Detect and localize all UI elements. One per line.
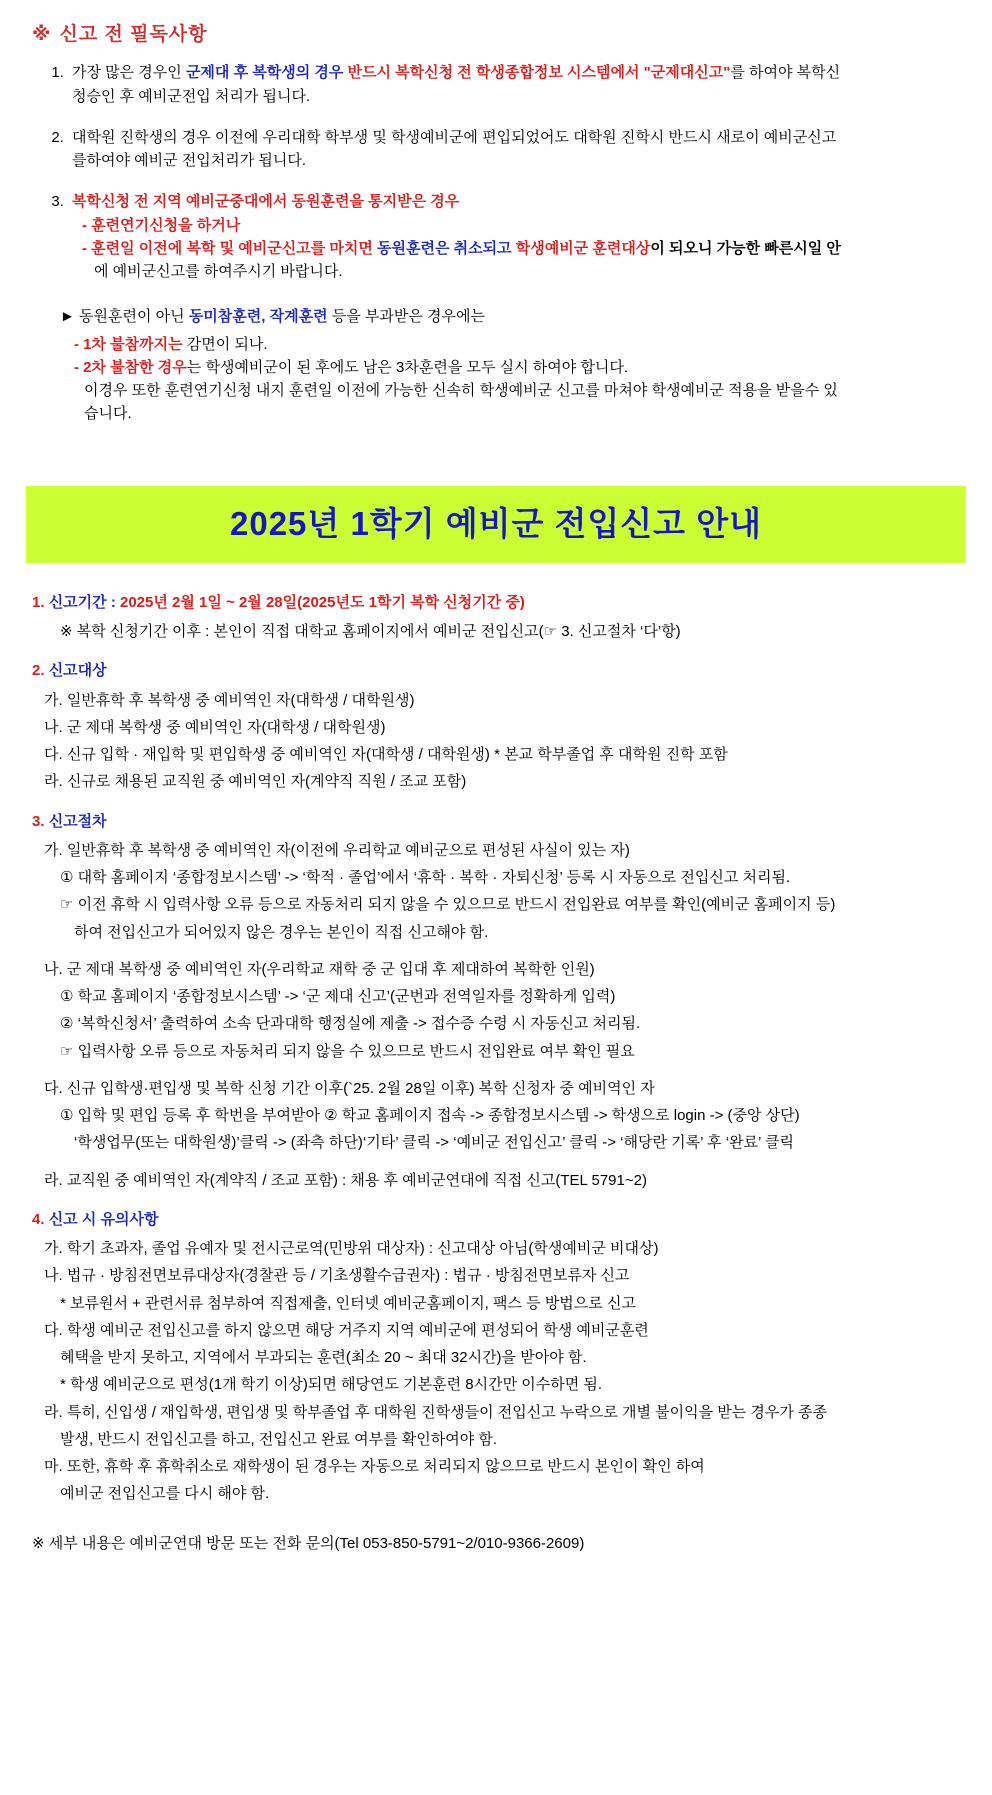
list-item: 라. 특히, 신입생 / 재입학생, 편입생 및 학부졸업 후 대학원 진학생들이 전입신고 누락으로 개별 불이익을 받는 경우가 종종: [44, 1403, 828, 1421]
text-run: 청승인 후 예비군전입 처리가 됩니다.: [72, 87, 311, 105]
required-notice-title-text: 신고 전 필독사항: [59, 24, 208, 45]
procedure-group-da: [26, 1077, 966, 1155]
section-number: 1.: [32, 593, 45, 611]
text-run: 를 하여야 복학신: [730, 64, 841, 82]
section-4-heading: [32, 1208, 966, 1231]
list-item: 가. 일반휴학 후 복학생 중 예비역인 자(대학생 / 대학원생): [44, 691, 415, 709]
required-item-1-line1: [72, 61, 966, 84]
text-run: 는 학생예비군이 된 후에도 남은 3차훈련을 모두 실시 하여야 합니다.: [186, 358, 629, 376]
list-item: 다. 학생 예비군 전입신고를 하지 않으면 해당 거주지 지역 예비군에 편성되어 학생 예비군훈련: [44, 1321, 649, 1339]
list-item: 라. 신규로 채용된 교직원 중 예비역인 자(계약직 직원 / 조교 포함): [44, 773, 467, 791]
extra-line-2: [74, 356, 966, 379]
group-heading: 라. 교직원 중 예비역인 자(계약직 / 조교 포함) : 채용 후 예비군연대에 직접 신고(TEL 5791~2): [44, 1171, 647, 1189]
section-body: 2025년 2월 1일 ~ 2월 28일(2025년도 1학기 복학 신청기간 중): [119, 593, 525, 611]
extra-line-3: [84, 379, 966, 402]
extra-line-1: [74, 333, 966, 356]
text-run: 동원훈련은 취소되고: [377, 239, 516, 257]
list-item: 다. 신규 입학 · 재입학 및 편입학생 중 예비역인 자(대학생 / 대학원생) * 본교 학부졸업 후 대학원 진학 포함: [44, 746, 728, 764]
group-heading: 나. 군 제대 복학생 중 예비역인 자(우리학교 재학 중 군 입대 후 제대하여 복학한 인원): [44, 960, 595, 978]
list-item: 나. 법규 · 방침전면보류대상자(경찰관 등 / 기초생활수급권자) : 법규 · 방침전면보류자 신고: [44, 1267, 630, 1285]
list-item: [68, 126, 966, 173]
list-item: 가. 학기 초과자, 졸업 유예자 및 전시근로역(민방위 대상자) : 신고대상 아님(학생예비군 비대상): [44, 1240, 659, 1258]
section-title: 신고절차: [48, 812, 107, 830]
group-heading: 다. 신규 입학생·편입생 및 복학 신청 기간 이후(`25. 2월 28일 이후) 복학 신청자 중 예비역인 자: [44, 1079, 655, 1097]
list-item: * 학생 예비군으로 편성(1개 학기 이상)되면 해당연도 기본훈련 8시간만 이수하면 됨.: [60, 1376, 603, 1394]
procedure-group-ra: [26, 1169, 966, 1192]
section-1-heading: [32, 591, 966, 614]
required-item-2-line1: [72, 126, 966, 149]
extra-line-4: [84, 402, 966, 425]
list-item: 발생, 반드시 전입신고를 하고, 전입신고 완료 여부를 확인하여야 함.: [60, 1430, 498, 1448]
text-run: 학생예비군 훈련대상: [515, 239, 651, 257]
text-run: 감면이 되나.: [186, 335, 268, 353]
required-item-3-sub-2: [82, 237, 966, 260]
list-item: 예비군 전입신고를 다시 해야 함.: [60, 1485, 270, 1503]
text-run: 군제대 후 복학생의 경우: [185, 64, 344, 82]
section-cautions: [26, 1208, 966, 1506]
section-title: 신고대상: [48, 662, 107, 680]
text-run: 훈련연기신청을 하거나: [91, 216, 241, 234]
list-item: ② ‘복학신청서’ 출력하여 소속 단과대학 행정실에 제출 -> 접수증 수령 시 자동신고 처리됨.: [60, 1015, 641, 1033]
dash-marker: -: [82, 216, 87, 234]
required-item-1-line2: [72, 85, 966, 108]
section-title: 신고기간 :: [48, 593, 116, 611]
spacer: [26, 426, 966, 486]
banner: [26, 486, 966, 563]
list-item: ① 대학 홈페이지 ‘종합정보시스템’ -> ‘학적 · 졸업’에서 ‘휴학 · 복학 · 자퇴신청’ 등록 시 자동으로 전입신고 처리됨.: [60, 869, 791, 887]
page-title: 2025년 1학기 예비군 전입신고 안내: [230, 504, 762, 542]
text-run: 가장 많은 경우인: [72, 64, 186, 82]
dash-marker: -: [74, 358, 79, 376]
section-1-sub: ※ 복학 신청기간 이후 : 본인이 직접 대학교 홈페이지에서 예비군 전입신고(☞ 3. 신고절차 ‘다’항): [60, 623, 681, 641]
text-run: 를하여야 예비군 전입처리가 됩니다.: [72, 152, 307, 170]
text-run: 에 예비군신고를 하여주시기 바랍니다.: [94, 263, 343, 281]
required-item-3-sub-1: [82, 214, 966, 237]
section-report-procedure: [26, 810, 966, 1192]
procedure-group-na: [26, 958, 966, 1063]
required-item-3-head: [72, 190, 966, 213]
text-run: 대학원 진학생의 경우 이전에 우리대학 학부생 및 학생예비군에 편입되었어도 대학원 진학시 반드시 새로이 예비군신고: [72, 128, 837, 146]
list-item: ① 학교 홈페이지 ‘종합정보시스템’ -> ‘군 제대 신고’(군번과 전역일자를 정확하게 입력): [60, 988, 616, 1006]
required-notice-title: [32, 20, 966, 49]
section-number: 4.: [32, 1210, 45, 1228]
section-report-period: [26, 591, 966, 644]
section-title: 신고 시 유의사항: [48, 1210, 159, 1228]
extra-arrow-line: [60, 305, 966, 328]
dash-marker: -: [74, 335, 79, 353]
list-item: [68, 61, 966, 108]
text-run: 동미참훈련, 작계훈련: [188, 308, 328, 326]
text-run: 동원훈련이 아닌: [79, 308, 189, 326]
required-item-2-line2: [72, 149, 966, 172]
contact-note: ※ 세부 내용은 예비군연대 방문 또는 전화 문의(Tel 053-850-5791~2/010-9366-2609): [32, 1534, 585, 1552]
text-run: 훈련일 이전에 복학 및 예비군신고를 마치면: [91, 239, 377, 257]
arrow-icon: ►: [60, 308, 75, 326]
section-number: 2.: [32, 662, 45, 680]
text-run: 2차 불참한 경우: [83, 358, 187, 376]
text-run: 1차 불참까지는: [83, 335, 187, 353]
list-item: * 보류원서 + 관련서류 첨부하여 직접제출, 인터넷 예비군홈페이지, 팩스 등 방법으로 신고: [60, 1294, 636, 1312]
list-item: ☞ 이전 휴학 시 입력사항 오류 등으로 자동처리 되지 않을 수 있으므로 반드시 전입완료 여부를 확인(예비군 홈페이지 등): [60, 896, 836, 914]
group-heading: 가. 일반휴학 후 복학생 중 예비역인 자(이전에 우리학교 예비군으로 편성된 사실이 있는 자): [44, 841, 630, 859]
list-item: 나. 군 제대 복학생 중 예비역인 자(대학생 / 대학원생): [44, 718, 386, 736]
list-item: ‘학생업무(또는 대학원생)’클릭 -> (좌측 하단)‘기타’ 클릭 -> ‘예비군 전입신고’ 클릭 -> ‘해당란 기록’ 후 ‘완료’ 클릭: [74, 1134, 794, 1152]
section-2-heading: [32, 659, 966, 682]
required-notice-extra: [60, 305, 966, 425]
list-item: 마. 또한, 휴학 후 휴학취소로 재학생이 된 경우는 자동으로 처리되지 않으므로 반드시 본인이 확인 하여: [44, 1458, 705, 1476]
list-item: 혜택을 받지 못하고, 지역에서 부과되는 훈련(최소 20 ~ 최대 32시간)을 받아야 함.: [60, 1349, 587, 1367]
text-run: 반드시 복학신청 전 학생종합정보 시스템에서 "군제대신고": [347, 64, 731, 82]
section-number: 3.: [32, 812, 45, 830]
required-notice-list: [26, 61, 966, 283]
text-run: 이경우 또한 훈련연기신청 내지 훈련일 이전에 가능한 신속히 학생예비군 신고를 마쳐야 학생예비군 적용을 받을수 있: [84, 382, 838, 400]
list-item: ① 입학 및 편입 등록 후 학번을 부여받아 ② 학교 홈페이지 접속 -> 종합정보시스템 -> 학생으로 login -> (중앙 상단): [60, 1107, 800, 1125]
section-report-targets: [26, 659, 966, 793]
text-run: 이 되오니 가능한 빠른시일 안: [650, 239, 841, 257]
required-item-3-sub-3: [94, 260, 966, 283]
dash-marker: -: [82, 239, 87, 257]
text-run: 복학신청 전 지역 예비군중대에서 동원훈련을 통지받은 경우: [72, 193, 460, 211]
list-item: ☞ 입력사항 오류 등으로 자동처리 되지 않을 수 있으므로 반드시 전입완료 여부 확인 필요: [60, 1042, 635, 1060]
text-run: 습니다.: [84, 405, 132, 423]
text-run: 등을 부과받은 경우에는: [327, 308, 485, 326]
procedure-group-ga: [26, 839, 966, 944]
section-3-heading: [32, 810, 966, 833]
asterisk-icon: ※: [32, 24, 52, 45]
list-item: [68, 190, 966, 283]
list-item: 하여 전입신고가 되어있지 않은 경우는 본인이 직접 신고해야 함.: [74, 923, 489, 941]
